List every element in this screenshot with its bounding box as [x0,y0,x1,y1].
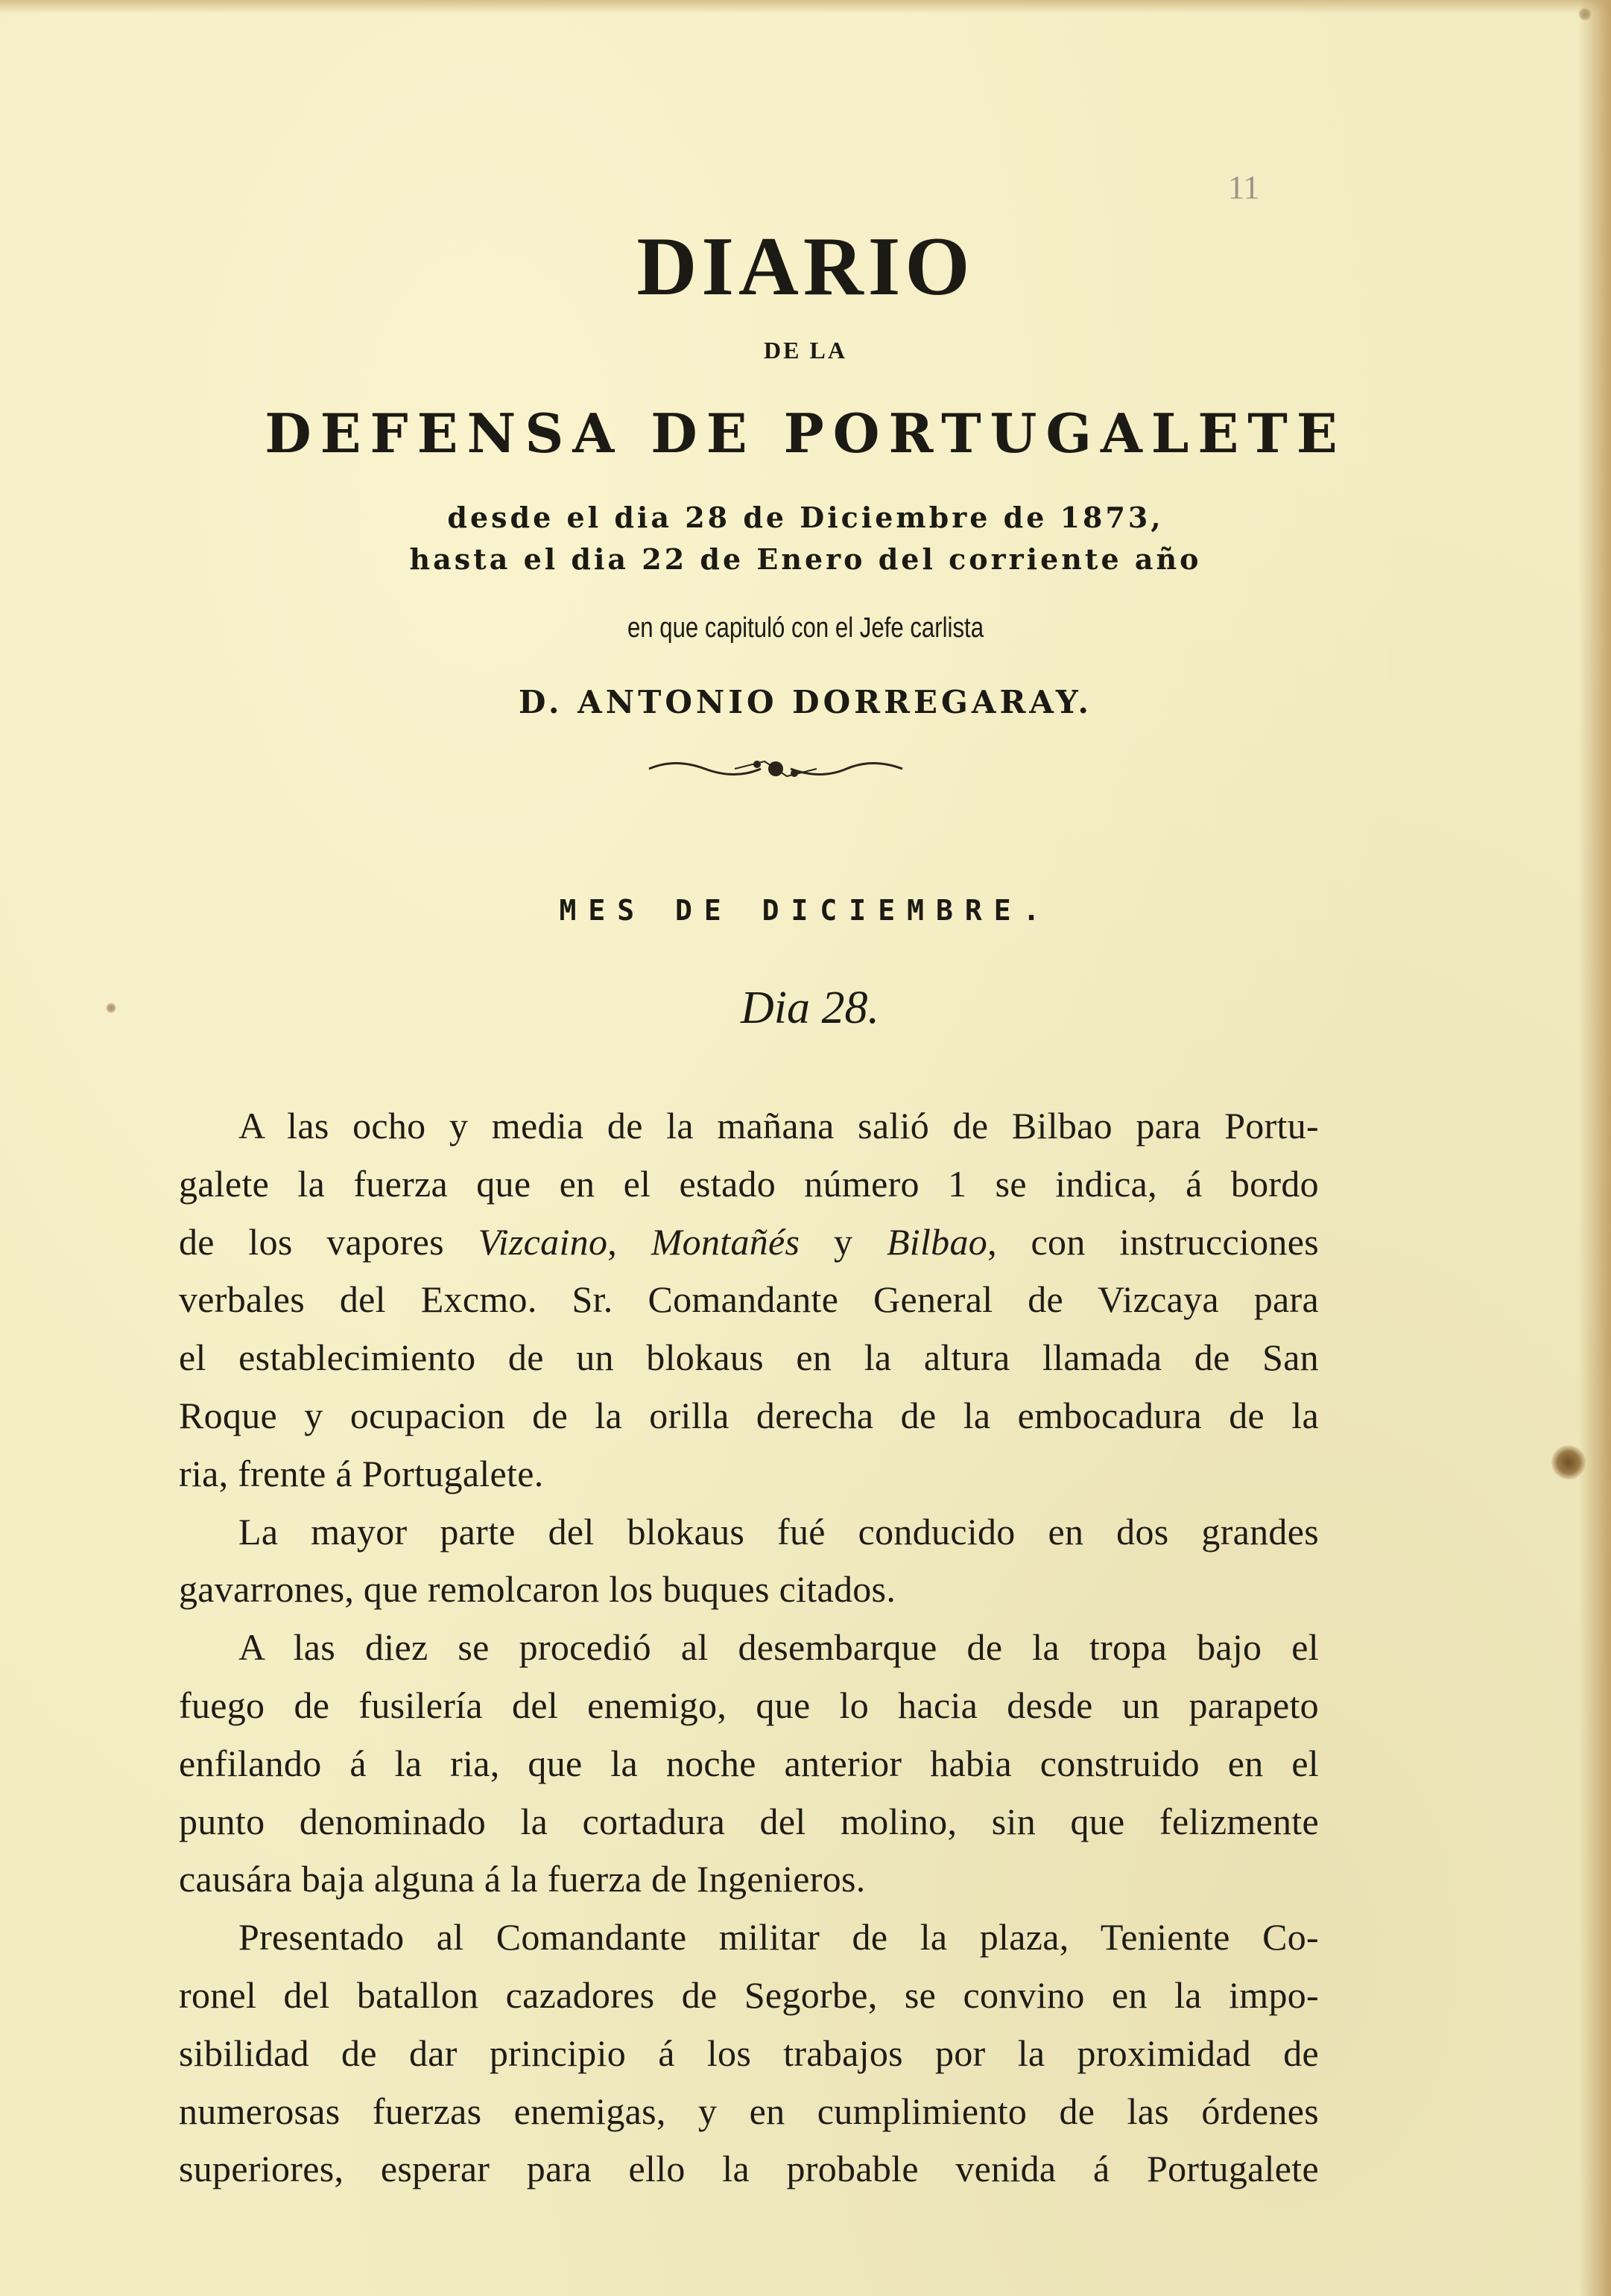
text-fragment: de los vapores [179,1220,444,1263]
text-line: A las ocho y media de la mañana salió de Bilbao para Portu- [238,1105,1319,1147]
text-line: ronel del batallon cazadores de Segorbe, se convino en la impo- [179,1973,1319,2016]
text-line: A las diez se procedió al desembarque de la tropa bajo el [238,1626,1319,1669]
date-range-line-1: desde el dia 28 de Diciembre de 1873, [447,501,1164,534]
document-subtitle: DEFENSA DE PORTUGALETE [265,402,1346,465]
date-range-line-2: hasta el dia 22 de Enero del corriente año [409,542,1202,576]
text-line: enfilando á la ria, que la noche anterior habia construido en el [179,1742,1319,1784]
page-number: 11 [1228,169,1260,206]
paper-top-edge [0,0,1611,13]
ship-name: Vizcaino [478,1220,608,1263]
carlist-chief-name: D. ANTONIO DORREGARAY. [518,684,1093,720]
section-title: MES DE DICIEMBRE. [559,894,1052,927]
text-line-with-ships: de los vapores Vizcaino, Montañés y Bilbao, con instrucciones [179,1220,1319,1263]
diary-body [179,1097,1319,2198]
text-line: verbales del Excmo. Sr. Comandante General de Vizcaya para [179,1278,1319,1321]
text-line: numerosas fuerzas enemigas, y en cumplimiento de las órdenes [179,2090,1319,2132]
text-line: gavarrones, que remolcaron los buques citados. [179,1568,896,1611]
text-line: causára baja alguna á la fuerza de Ingenieros. [179,1858,866,1900]
day-heading: Dia 28. [741,983,879,1033]
text-fragment: con instrucciones [1031,1220,1319,1263]
text-line: superiores, esperar para ello la probable venida á Portugalete [179,2148,1319,2190]
text-line: ria, frente á Portugalete. [179,1452,544,1494]
ship-name: Bilbao [886,1220,988,1263]
text-line: el establecimiento de un blokaus en la altura llamada de San [179,1336,1319,1379]
document-title: DIARIO [636,221,975,313]
paper-speck [1578,7,1592,21]
title-connector: DE LA [764,337,847,364]
text-line: Roque y ocupacion de la orilla derecha de la embocadura de la [179,1394,1319,1436]
ornament-divider-icon [645,754,906,784]
text-line: Presentado al Comandante militar de la plaza, Teniente Co- [238,1916,1319,1959]
capitulation-line: en que capituló con el Jefe carlista [627,612,984,644]
text-line: La mayor parte del blokaus fué conducido en dos grandes [238,1510,1319,1553]
ship-name: Montañés [651,1220,800,1263]
text-line: galete la fuerza que en el estado número 1 se indica, á bordo [179,1162,1319,1205]
text-line: sibilidad de dar principio á los trabajos por la proximidad de [179,2032,1319,2074]
text-fragment: y [833,1220,853,1263]
paper-stain [1551,1445,1586,1480]
text-line: punto denominado la cortadura del molino, sin que felizmente [179,1800,1319,1842]
text-line: fuego de fusilería del enemigo, que lo hacia desde un parapeto [179,1684,1319,1726]
